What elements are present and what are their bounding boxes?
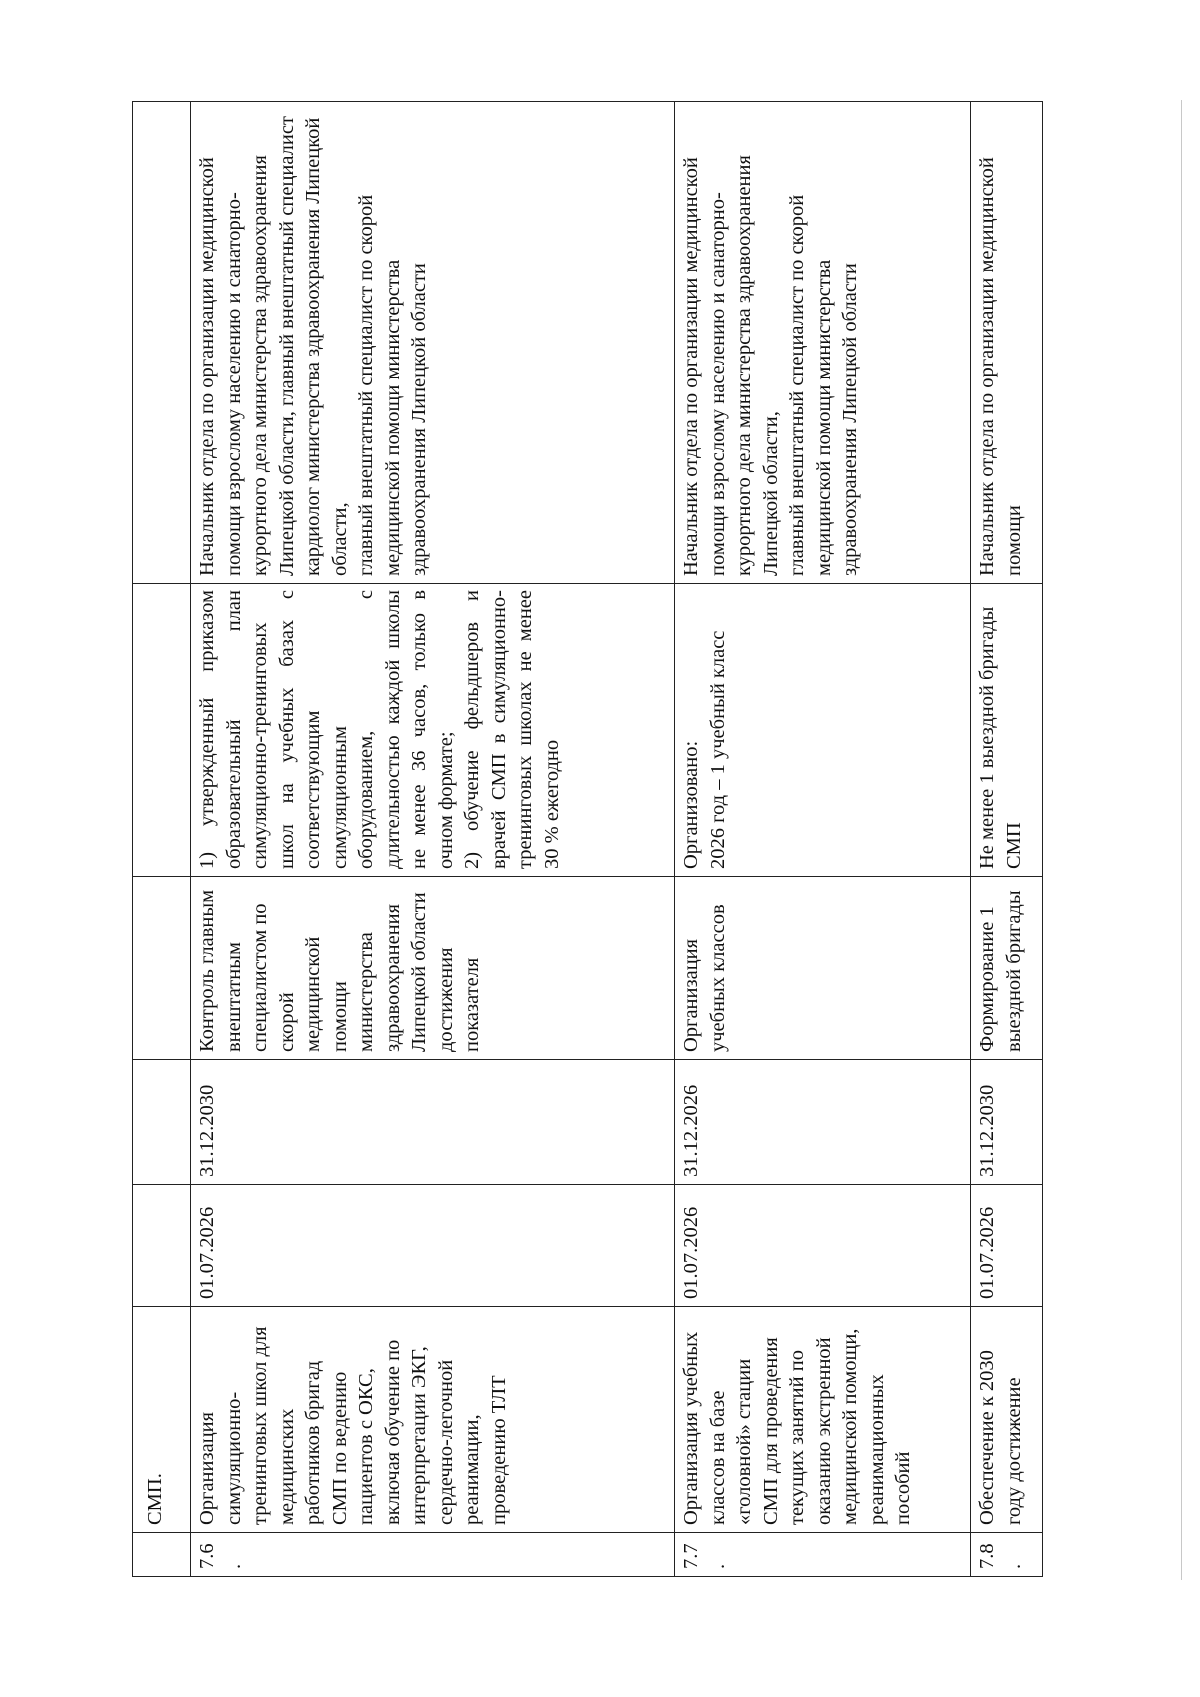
table-row [971, 102, 1043, 1577]
responsible-cell: Начальник отдела по организации медицинской помощи взрослому населению и санаторно-курортного дела министерства здравоохранения Липецкой области, главный внештатный специалист кардиолог министерства здравоохранения Липецкой области, главный внештатный специалист по скорой медицинской помощи министерства здравоохранения Липецкой области [191, 102, 675, 584]
header-start-cell [133, 1185, 191, 1307]
scan-edge-line [1181, 100, 1182, 1580]
header-activity-cell: СМП. [133, 1307, 191, 1533]
header-responsible-cell [133, 102, 191, 584]
responsible-cell: Начальник отдела по организации медицинской помощи взрослому населению и санаторно-курортного дела министерства здравоохранения Липецкой области, главный внештатный специалист по скорой медицинской помощи министерства здравоохранения Липецкой области [675, 102, 971, 584]
table-header-row [133, 102, 191, 1577]
header-num-cell [133, 1533, 191, 1577]
start-date-cell: 01.07.2026 [675, 1185, 971, 1307]
table-row [675, 102, 971, 1577]
end-date-cell: 31.12.2030 [971, 1060, 1043, 1185]
activity-cell: Организация симуляционно-тренинговых школ для медицинских работников бригад СМП по ведению пациентов с ОКС, включая обучение по интерпретации ЭКГ, сердечно-легочной реанимации, проведению ТЛТ [191, 1307, 675, 1533]
row-number: 7.8. [971, 1533, 1043, 1577]
responsible-cell: Начальник отдела по организации медицинской помощи [971, 102, 1043, 584]
end-date-cell: 31.12.2026 [675, 1060, 971, 1185]
header-result-cell [133, 877, 191, 1060]
end-date-cell: 31.12.2030 [191, 1060, 675, 1185]
activity-cell: Организация учебных классов на базе «головной» стации СМП для проведения текущих занятий по оказанию экстренной медицинской помощи, реанимационных пособий [675, 1307, 971, 1533]
indicator-cell: Организовано: 2026 год – 1 учебный класс [675, 584, 971, 877]
action-plan-table [132, 101, 1043, 1577]
result-cell: Контроль главным внештатным специалистом по скорой медицинской помощи министерства здравоохранения Липецкой области достижения показателя [191, 877, 675, 1060]
indicator-cell: 1) утвержденный приказом образовательный план симуляционно-тренинговых школ на учебных базах с соответствующим симуляционным оборудованием, с длительностью каждой школы не менее 36 часов, только в очном формате; 2) обучение фельдшеров и врачей СМП в симуляционно-тренинговых школах не менее 30 % ежегодно [191, 584, 675, 877]
rotated-table-wrapper [132, 102, 1070, 1577]
header-end-cell [133, 1060, 191, 1185]
activity-cell: Обеспечение к 2030 году достижение [971, 1307, 1043, 1533]
result-cell: Организация учебных классов [675, 877, 971, 1060]
table-row [191, 102, 675, 1577]
row-number: 7.7. [675, 1533, 971, 1577]
row-number: 7.6. [191, 1533, 675, 1577]
header-indicator-cell [133, 584, 191, 877]
indicator-cell: Не менее 1 выездной бригады СМП [971, 584, 1043, 877]
start-date-cell: 01.07.2026 [971, 1185, 1043, 1307]
start-date-cell: 01.07.2026 [191, 1185, 675, 1307]
result-cell: Формирование 1 выездной бригады [971, 877, 1043, 1060]
